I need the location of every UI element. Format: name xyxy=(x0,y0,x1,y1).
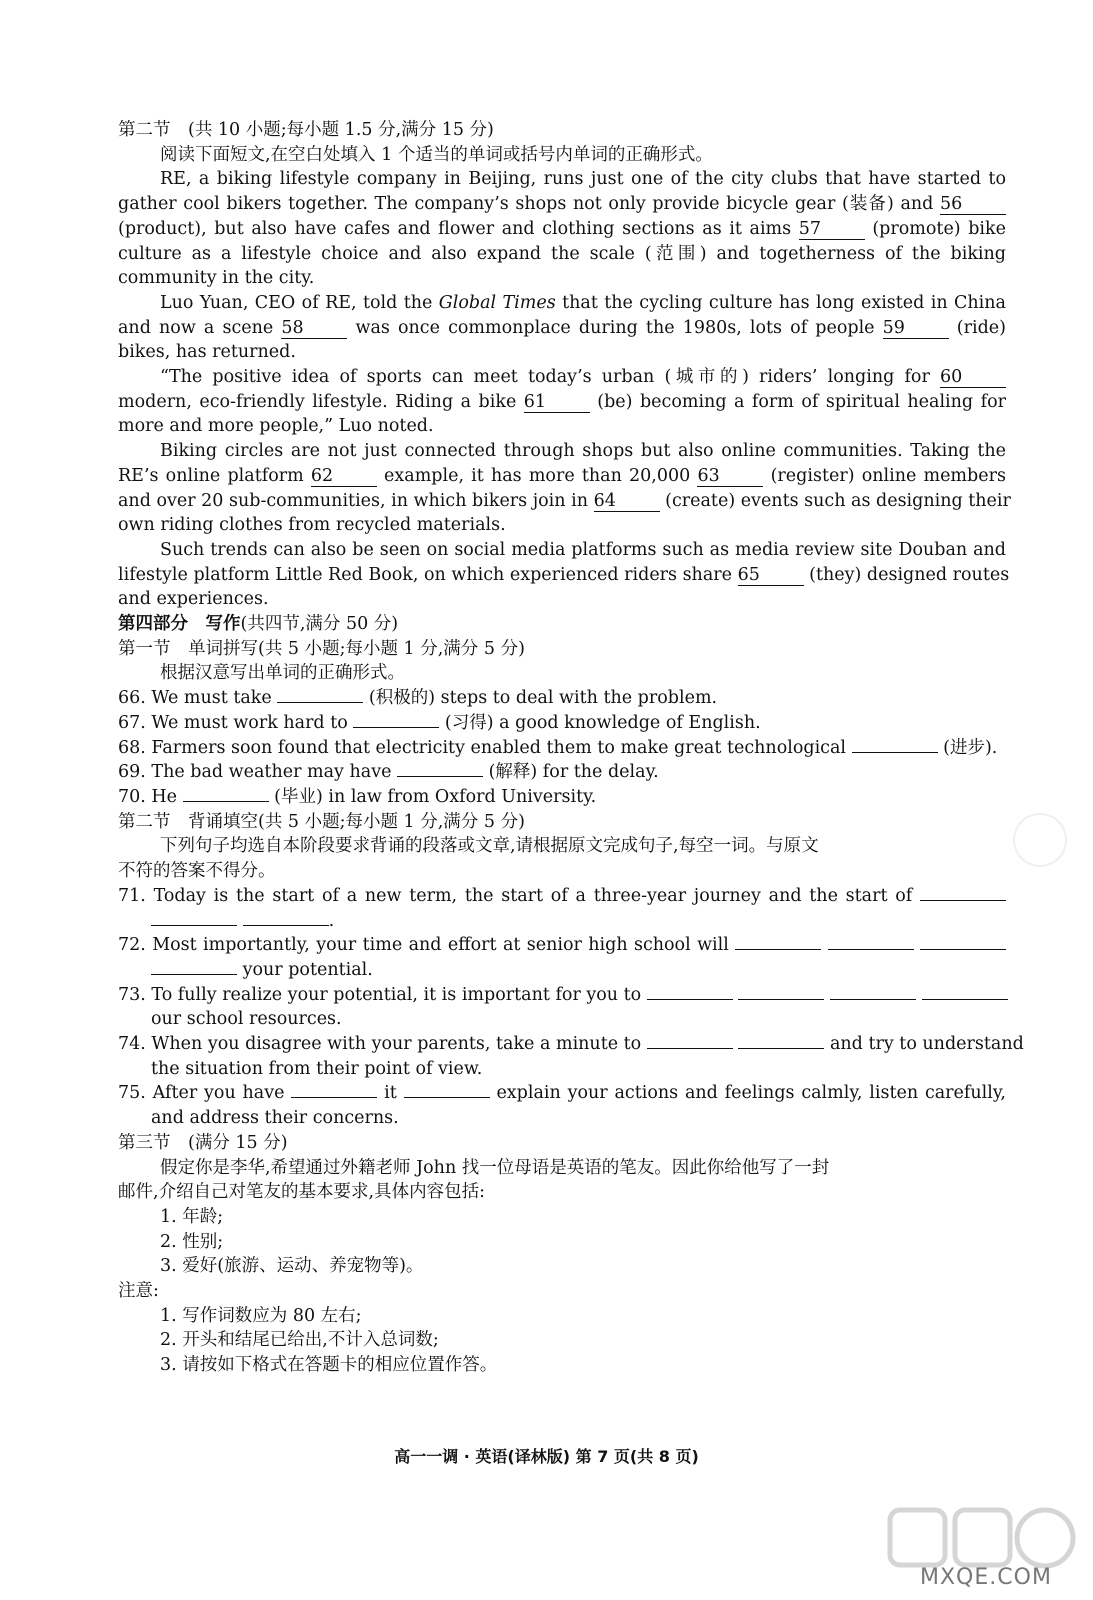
writing-prompt: 假定你是李华,希望通过外籍老师 John 找一位母语是英语的笔友。因此你给他写了一封 xyxy=(160,1157,830,1178)
answer-blank-74b[interactable] xyxy=(738,1048,824,1049)
blank-62[interactable]: 62 xyxy=(311,466,377,487)
passage-line: gather cool bikers together. The company’s shops not only provide bicycle gear (装备) and 56 xyxy=(118,192,1006,217)
requirement-item: 3. 爱好(旅游、运动、养宠物等)。 xyxy=(160,1256,424,1277)
answer-blank-73b[interactable] xyxy=(738,999,824,1000)
answer-blank-72c[interactable] xyxy=(920,949,1006,950)
answer-blank-70[interactable] xyxy=(183,801,269,802)
note-item: 3. 请按如下格式在答题卡的相应位置作答。 xyxy=(160,1355,498,1376)
passage-line: and over 20 sub-communities, in which bikers join in 64 (create) events such as designing their xyxy=(118,490,1011,511)
answer-blank-71b[interactable] xyxy=(151,925,237,926)
passage-line: community in the city. xyxy=(118,268,315,289)
question-70: 70. He (毕业) in law from Oxford University. xyxy=(118,786,597,807)
p4s2-instruction: 下列句子均选自本阶段要求背诵的段落或文章,请根据原文完成句子,每空一词。与原文 xyxy=(160,836,819,857)
requirement-item: 2. 性别; xyxy=(160,1231,224,1252)
question-74: 74. When you disagree with your parents, take a minute to and try to understand xyxy=(118,1034,1024,1055)
question-67: 67. We must work hard to (习得) a good knowledge of English. xyxy=(118,712,761,733)
question-69: 69. The bad weather may have (解释) for the delay. xyxy=(118,762,659,783)
section2-heading: 第二节 (共 10 小题;每小题 1.5 分,满分 15 分) xyxy=(118,120,494,140)
answer-blank-67[interactable] xyxy=(353,727,439,728)
blank-58[interactable]: 58 xyxy=(281,318,347,339)
passage-line: more and more people,” Luo noted. xyxy=(118,416,434,437)
writing-prompt-cont: 邮件,介绍自己对笔友的基本要求,具体内容包括: xyxy=(118,1182,486,1203)
answer-blank-68[interactable] xyxy=(852,752,938,753)
watermark-text: MXQE.COM xyxy=(920,1565,1052,1590)
answer-blank-74a[interactable] xyxy=(647,1048,733,1049)
blank-56[interactable]: 56 xyxy=(940,194,1006,215)
passage-line: and now a scene 58 was once commonplace during the 1980s, lots of people 59 (ride) xyxy=(118,317,1006,338)
newspaper-title: Global Times xyxy=(438,292,556,313)
p4s2-instruction-cont: 不符的答案不得分。 xyxy=(118,861,276,882)
blank-64[interactable]: 64 xyxy=(594,491,660,512)
passage-line: culture as a lifestyle choice and also expand the scale (范围) and togetherness of the biking xyxy=(118,243,1006,264)
answer-blank-72a[interactable] xyxy=(735,949,821,950)
question-74-cont: the situation from their point of view. xyxy=(151,1058,483,1079)
note-item: 1. 写作词数应为 80 左右; xyxy=(160,1305,362,1326)
page-footer: 高一一调 · 英语(译林版) 第 7 页(共 8 页) xyxy=(394,1447,699,1466)
answer-blank-75a[interactable] xyxy=(291,1097,377,1098)
answer-blank-66[interactable] xyxy=(277,702,363,703)
passage-line: modern, eco-friendly lifestyle. Riding a bike 61 (be) becoming a form of spiritual healing for xyxy=(118,391,1006,412)
blank-63[interactable]: 63 xyxy=(697,466,763,487)
p4s1-heading: 第一节 单词拼写(共 5 小题;每小题 1 分,满分 5 分) xyxy=(118,638,525,659)
page-content xyxy=(118,118,1024,1378)
answer-blank-71a[interactable] xyxy=(920,900,1006,901)
passage-line: lifestyle platform Little Red Book, on which experienced riders share 65 (they) designed routes xyxy=(118,564,1010,585)
question-71-cont: . xyxy=(118,909,1006,934)
p4s3-heading: 第三节 (满分 15 分) xyxy=(118,1132,288,1153)
blank-59[interactable]: 59 xyxy=(883,318,949,339)
question-75-cont: and address their concerns. xyxy=(151,1108,399,1129)
passage-line: own riding clothes from recycled materials. xyxy=(118,515,506,536)
section2-instruction: 阅读下面短文,在空白处填入 1 个适当的单词或括号内单词的正确形式。 xyxy=(160,144,713,165)
note-label: 注意: xyxy=(118,1281,159,1302)
question-73-cont: our school resources. xyxy=(151,1009,342,1030)
question-66: 66. We must take (积极的) steps to deal with the problem. xyxy=(118,688,718,709)
p4s2-heading: 第二节 背诵填空(共 5 小题;每小题 1 分,满分 5 分) xyxy=(118,811,525,832)
answer-blank-75b[interactable] xyxy=(404,1097,490,1098)
passage-line: RE, a biking lifestyle company in Beijing, runs just one of the city clubs that have started to xyxy=(160,169,1006,190)
answer-blank-73a[interactable] xyxy=(647,999,733,1000)
answer-blank-73c[interactable] xyxy=(830,999,916,1000)
requirement-item: 1. 年龄; xyxy=(160,1206,224,1227)
question-68: 68. Farmers soon found that electricity enabled them to make great technological (进步). xyxy=(118,737,998,758)
passage-line: and experiences. xyxy=(118,589,269,610)
question-73: 73. To fully realize your potential, it is important for you to xyxy=(118,983,1006,1008)
question-75: 75. After you have it explain your actions and feelings calmly, listen carefully, xyxy=(118,1083,1006,1104)
blank-57[interactable]: 57 xyxy=(799,219,865,240)
passage-line: “The positive idea of sports can meet today’s urban (城市的) riders’ longing for 60 xyxy=(118,365,1006,390)
blank-65[interactable]: 65 xyxy=(738,565,804,586)
answer-blank-69[interactable] xyxy=(397,776,483,777)
passage-line: Biking circles are not just connected through shops but also online communities. Taking the xyxy=(160,441,1006,462)
blank-60[interactable]: 60 xyxy=(940,367,1006,388)
watermark-stamp-icon xyxy=(985,810,1093,870)
answer-blank-72d[interactable] xyxy=(151,974,237,975)
passage-line: RE’s online platform 62 example, it has more than 20,000 63 (register) online members xyxy=(118,465,1006,486)
passage-line: Luo Yuan, CEO of RE, told the Global Times that the cycling culture has long existed in China xyxy=(160,292,1006,313)
answer-blank-73d[interactable] xyxy=(922,999,1008,1000)
passage-line: Such trends can also be seen on social media platforms such as media review site Douban and xyxy=(160,539,1006,560)
question-71: 71. Today is the start of a new term, the start of a three-year journey and the start of xyxy=(118,884,1006,909)
note-item: 2. 开头和结尾已给出,不计入总词数; xyxy=(160,1330,439,1351)
answer-blank-72b[interactable] xyxy=(828,949,914,950)
question-72: 72. Most importantly, your time and effort at senior high school will xyxy=(118,933,1006,958)
answer-blank-71c[interactable] xyxy=(243,925,329,926)
passage-line: bikes, has returned. xyxy=(118,342,296,363)
passage-line: (product), but also have cafes and flower and clothing sections as it aims 57 (promote) bike xyxy=(118,218,1006,239)
p4s1-instruction: 根据汉意写出单词的正确形式。 xyxy=(160,663,405,684)
question-72-cont: your potential. xyxy=(118,958,1006,983)
blank-61[interactable]: 61 xyxy=(524,392,590,413)
part4-heading: 第四部分 写作(共四节,满分 50 分) xyxy=(118,614,399,635)
